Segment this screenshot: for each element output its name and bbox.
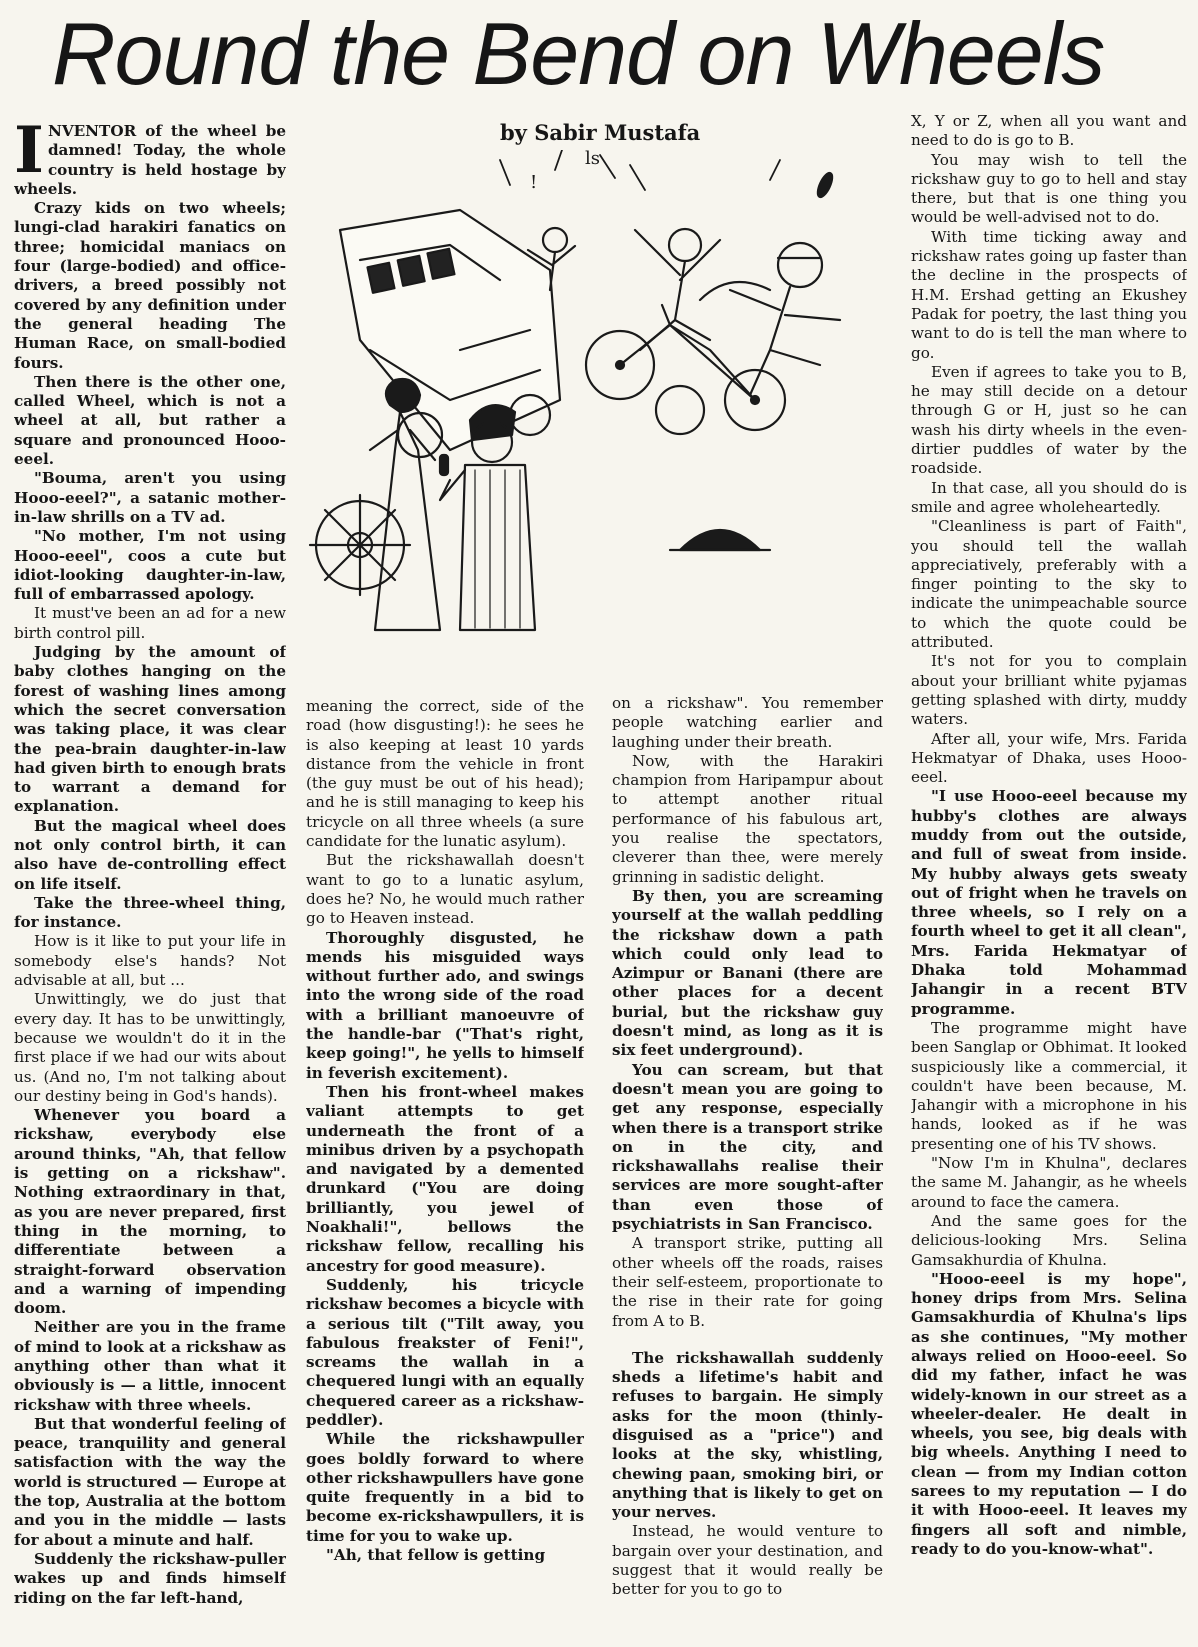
paragraph: A transport strike, putting all other wheels off the roads, raises their self-esteem, proportionate to the rise in their rate for going from A to B. <box>612 1234 883 1330</box>
paragraph: In that case, all you should do is smile and agree wholeheartedly. <box>911 478 1187 516</box>
column-2 <box>306 697 584 1642</box>
paragraph: It must've been an ad for a new birth control pill. <box>14 604 286 642</box>
buried-figure-drawing <box>670 530 770 550</box>
paragraph: on a rickshaw". You remember people watching earlier and laughing under their breath. <box>612 694 883 751</box>
column-1 <box>14 122 286 1642</box>
paragraph: But that wonderful feeling of peace, tranquility and general satisfaction with the way the world is structured — Europe at the top, Australia at the bottom and you in the middle — lasts for about a minute and half. <box>14 1414 286 1549</box>
scribble-text: ! <box>530 172 538 193</box>
paragraph: You may wish to tell the rickshaw guy to go to hell and stay there, but that is one thing you would be well-advised not to do. <box>911 150 1187 227</box>
paragraph: Thoroughly disgusted, he mends his misguided ways without further ado, and swings into the wrong side of the road with a brilliant manoeuvre of the handle-bar ("That's right, keep going!", he yells to himself in feverish excitement). <box>306 928 584 1082</box>
cartoon-illustration <box>300 150 900 680</box>
paragraph: "Cleanliness is part of Faith", you should tell the wallah appreciatively, preferably with a finger pointing to the sky to indicate the unimpeachable source to which the quote could be attributed. <box>911 517 1187 652</box>
minibus-drawing <box>340 210 560 457</box>
paragraph: It's not for you to complain about your brilliant white pyjamas getting splashed with dirty, muddy waters. <box>911 652 1187 729</box>
paragraph: "No mother, I'm not using Hooo-eeel", coos a cute but idiot-looking daughter-in-law, full of embarrassed apology. <box>14 527 286 604</box>
paragraph: Unwittingly, we do just that every day. It has to be unwittingly, because we wouldn't do it in the first place if we had our wits about us. (And no, I'm not talking about our destiny being in God's hands). <box>14 990 286 1105</box>
byline: by Sabir Mustafa <box>500 120 701 145</box>
paragraph: The programme might have been Sanglap or Obhimat. It looked suspiciously like a commercial, it couldn't have been because, M. Jahangir with a microphone in his hands, looked as if he was presenting one of his TV shows. <box>911 1018 1187 1153</box>
paragraph: You can scream, but that doesn't mean you are going to get any response, especially when there is a transport strike on in the city, and rickshawallahs realise their services are more sought-after than even those of psychiatrists in San Francisco. <box>612 1060 883 1234</box>
paragraph: "Now I'm in Khulna", declares the same M. Jahangir, as he wheels around to face the camera. <box>911 1154 1187 1211</box>
paragraph: "Bouma, aren't you using Hooo-eeel?", a satanic mother-in-law shrills on a TV ad. <box>14 469 286 526</box>
paragraph: But the rickshawallah doesn't want to go to a lunatic asylum, does he? No, he would much rather go to Heaven instead. <box>306 851 584 928</box>
paragraph: Suddenly the rickshaw-puller wakes up and finds himself riding on the far left-hand, <box>14 1549 286 1607</box>
column-4 <box>911 112 1187 1642</box>
paragraph: Judging by the amount of baby clothes hanging on the forest of washing lines among which the secret conversation was taking place, it was clear the pea-brain daughter-in-law had given birth to enough brats to warrant a demand for explanation. <box>14 643 286 816</box>
paragraph: "Ah, that fellow is getting <box>326 1546 546 1565</box>
paragraph: Then there is the other one, called Wheel, which is not a wheel at all, but rather a square and pronounced Hooo-eeel. <box>14 372 286 469</box>
paragraph: X, Y or Z, when all you want and need to do is go to B. <box>911 112 1187 150</box>
rickshaw-drawing <box>586 282 785 434</box>
paragraph: With time ticking away and rickshaw rates going up faster than the decline in the prospects of H.M. Ershad getting an Ekushey Padak for poetry, the last thing you want to do is tell the man where to go. <box>911 227 1187 362</box>
paragraph: The rickshawallah suddenly sheds a lifetime's habit and refuses to bargain. He simply asks for the moon (thinly-disguised as a "price") and looks at the sky, whistling, chewing paan, smoking biri, or anything that is likely to get on your nerves. <box>612 1348 883 1522</box>
paragraph: Then his front-wheel makes valiant attempts to get underneath the front of a minibus driven by a psychopath and navigated by a demented drunkard ("You are doing brilliantly, you jewel of Noakhali!", bellows the rickshaw fellow, recalling his ancestry for good measure). <box>306 1082 584 1275</box>
paragraph: Crazy kids on two wheels; lungi-clad harakiri fanatics on three; homicidal maniacs on four (large-bodied) and office-drivers, a breed possibly not covered by any definition under the general heading The Human Race, on small-bodied fours. <box>14 199 286 372</box>
paragraph: Whenever you board a rickshaw, everybody else around thinks, "Ah, that fellow is getting on a rickshaw". Nothing extraordinary in that, as you are never prepared, first thing in the morning, to differentiate between a straight-forward observation and a warning of impending doom. <box>14 1106 286 1318</box>
article-title: Round the Bend on Wheels <box>52 4 1105 103</box>
paragraph: "I use Hooo-eeel because my hubby's clothes are always muddy from out the outside, and full of sweat from inside. My hubby always gets sweaty out of fright when he travels on three wheels, so I rely on a fourth wheel to get it all clean", Mrs. Farida Hekmatyar of Dhaka told Mohammad Jahangir in a recent BTV programme. <box>911 787 1187 1018</box>
paragraph: By then, you are screaming yourself at the wallah peddling the rickshaw down a path which could only lead to Azimpur or Banani (there are other places for a decent burial, but the rickshaw guy doesn't mind, as long as it is six feet underground). <box>612 886 883 1060</box>
scribble-text: ls <box>585 150 600 169</box>
ship-wheel-drawing <box>310 495 410 595</box>
paragraph: While the rickshawpuller goes boldly forward to where other rickshawpullers have gone quite frequently in a bid to become ex-rickshawpullers, it is time for you to wake up. <box>306 1430 584 1545</box>
paragraph: Neither are you in the frame of mind to look at a rickshaw as anything other than what it obviously is — a little, innocent rickshaw with three wheels. <box>14 1318 286 1414</box>
paragraph: Now, with the Harakiri champion from Haripampur about to attempt another ritual performance of his fabulous art, you realise the spectators, cleverer than thee, were merely grinning in sadistic delight. <box>612 751 883 886</box>
paragraph: INVENTOR of the wheel be damned! Today, the whole country is held hostage by wheels. <box>14 122 286 198</box>
paragraph: But the magical wheel does not only control birth, it can also have de-controlling effect on life itself. <box>14 816 286 893</box>
paragraph: After all, your wife, Mrs. Farida Hekmatyar of Dhaka, uses Hooo-eeel. <box>911 729 1187 787</box>
paragraph: Even if agrees to take you to B, he may still decide on a detour through G or H, just so he can wash his dirty wheels in the even-dirtier puddles of water by the roadside. <box>911 362 1187 478</box>
paragraph: Suddenly, his tricycle rickshaw becomes a bicycle with a serious tilt ("Tilt away, you fabulous freakster of Feni!", screams the wallah in a chequered lungi with an equally chequered career as a rickshaw-peddler). <box>306 1275 584 1429</box>
paragraph: meaning the correct, side of the road (how disgusting!): he sees he is also keeping at least 10 yards distance from the vehicle in front (the guy must be out of his head); and he is still managing to keep his tricycle on all three wheels (a sure candidate for the lunatic asylum). <box>306 697 584 851</box>
paragraph: How is it like to put your life in somebody else's hands? Not advisable at all, but ... <box>14 932 286 990</box>
paragraph: Take the three-wheel thing, for instance. <box>14 893 286 932</box>
paragraph: And the same goes for the delicious-looking Mrs. Selina Gamsakhurdia of Khulna. <box>911 1211 1187 1269</box>
column-3 <box>612 694 883 1642</box>
paragraph: "Hooo-eeel is my hope", honey drips from Mrs. Selina Gamsakhurdia of Khulna's lips as she continues, "My mother always relied on Hooo-eeel. So did my father, infact he was widely-known in our street as a wheeler-dealer. He dealt in wheels, you see, big deals with big wheels. Anything I need to clean — from my Indian cotton sarees to my reputation — I do it with Hooo-eeel. It leaves my fingers all soft and nimble, ready to do you-know-what". <box>911 1269 1187 1558</box>
paragraph: Instead, he would venture to bargain over your destination, and suggest that it would really be better for you to go to <box>612 1522 883 1599</box>
drop-cap: I <box>14 122 44 188</box>
